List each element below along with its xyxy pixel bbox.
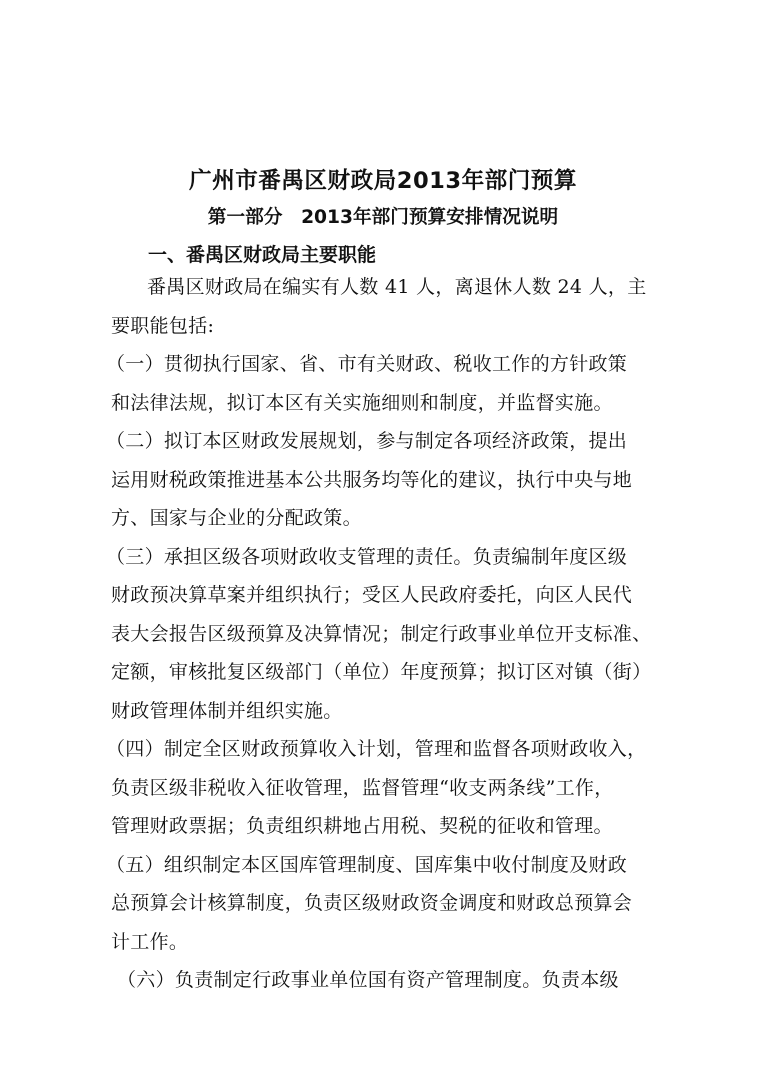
- body-line: （二）拟订本区财政发展规划，参与制定各项经济政策，提出: [106, 430, 628, 452]
- body-line: 财政预决算草案并组织执行；受区人民政府委托，向区人民代: [111, 584, 633, 606]
- body-line: 方、国家与企业的分配政策。: [111, 507, 362, 529]
- body-line: 番禺区财政局在编实有人数 41 人，离退休人数 24 人，主: [147, 276, 647, 298]
- body-line: 和法律法规，拟订本区有关实施细则和制度，并监督实施。: [111, 392, 613, 414]
- body-line: 定额，审核批复区级部门（单位）年度预算；拟订区对镇（街）: [111, 661, 652, 683]
- document-subtitle: 第一部分 2013年部门预算安排情况说明: [207, 207, 559, 228]
- body-line: 管理财政票据；负责组织耕地占用税、契税的征收和管理。: [111, 815, 613, 837]
- body-line: 表大会报告区级预算及决算情况；制定行政事业单位开支标准、: [111, 623, 652, 645]
- body-line: （三）承担区级各项财政收支管理的责任。负责编制年度区级: [106, 546, 628, 568]
- body-line: 运用财税政策推进基本公共服务均等化的建议，执行中央与地: [111, 469, 633, 491]
- body-line: （五）组织制定本区国库管理制度、国库集中收付制度及财政: [106, 854, 628, 876]
- document-title: 广州市番禺区财政局2013年部门预算: [189, 168, 577, 194]
- body-line: 财政管理体制并组织实施。: [111, 700, 343, 722]
- body-line: 计工作。: [111, 931, 189, 953]
- body-line: （六）负责制定行政事业单位国有资产管理制度。负责本级: [117, 969, 619, 991]
- body-line: 总预算会计核算制度，负责区级财政资金调度和财政总预算会: [111, 892, 633, 914]
- section-heading: 一、番禺区财政局主要职能: [148, 244, 377, 266]
- body-line: （一）贯彻执行国家、省、市有关财政、税收工作的方针政策: [106, 353, 628, 375]
- body-line: 要职能包括:: [111, 315, 215, 337]
- body-line: （四）制定全区财政预算收入计划，管理和监督各项财政收入，: [106, 738, 647, 760]
- body-line: 负责区级非税收入征收管理，监督管理“收支两条线”工作，: [111, 777, 614, 799]
